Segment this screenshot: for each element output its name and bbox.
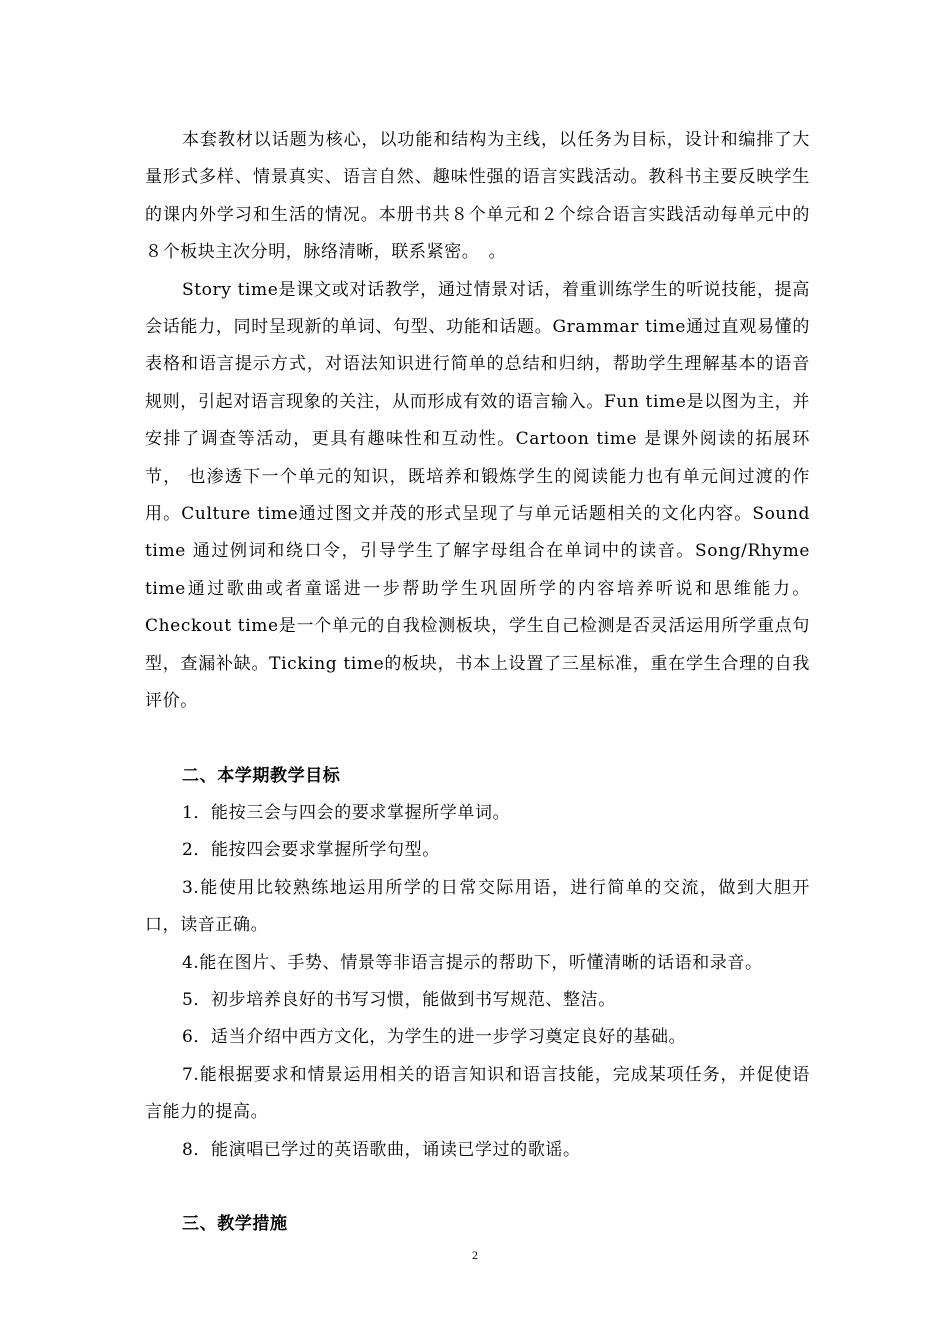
section-heading-measures: 三、教学措施 (182, 1213, 288, 1234)
spacer (145, 721, 810, 758)
spacer (145, 1169, 810, 1206)
goal-item-6: 6．适当介绍中西方文化，为学生的进一步学习奠定良好的基础。 (182, 1027, 687, 1048)
goal-item-7: 7.能根据要求和情景运用相关的语言知识和语言技能，完成某项任务，并促使语言能力的提高。 (145, 1064, 810, 1123)
intro-paragraph-2: Story time是课文或对话教学，通过情景对话，着重训练学生的听说技能，提高会话能力，同时呈现新的单词、句型、功能和话题。Grammar time通过直观易懂的表格和语言提示方式，对语法知识进行简单的总结和归纳，帮助学生理解基本的语音规则，引起对语言现象的关注，从而形成有效的语言输入。Fun time是以图为主，并安排了调查等活动，更具有趣味性和互动性。Cartoon time 是课外阅读的拓展环节， 也渗透下一个单元的知识，既培养和锻炼学生的阅读能力也有单元间过渡的作用。Culture time通过图文并茂的形式呈现了与单元话题相关的文化内容。Sound time 通过例词和绕口令，引导学生了解字母组合在单词中的读音。Song/Rhyme time通过歌曲或者童谣进一步帮助学生巩固所学的内容培养听说和思维能力。Checkout time是一个单元的自我检测板块，学生自己检测是否灵活运用所学重点句型，查漏补缺。Ticking time的板块，书本上设置了三星标准，重在学生合理的自我评价。 (145, 279, 810, 712)
goal-item-4: 4.能在图片、手势、情景等非语言提示的帮助下，听懂清晰的话语和录音。 (182, 952, 763, 973)
goal-item-3: 3.能使用比较熟练地运用所学的日常交际用语，进行简单的交流，做到大胆开口，读音正确。 (145, 877, 810, 936)
goal-item-8: 8．能演唱已学过的英语歌曲，诵读已学过的歌谣。 (182, 1139, 581, 1160)
document-page (145, 122, 810, 1232)
page-number: 2 (472, 1248, 478, 1262)
goal-item-1: 1．能按三会与四会的要求掌握所学单词。 (182, 802, 511, 823)
section-heading-goals: 二、本学期教学目标 (182, 765, 341, 786)
goal-item-5: 5．初步培养良好的书写习惯，能做到书写规范、整洁。 (182, 989, 616, 1010)
intro-paragraph-1: 本套教材以话题为核心，以功能和结构为主线，以任务为目标，设计和编排了大量形式多样、情景真实、语言自然、趣味性强的语言实践活动。教科书主要反映学生的课内外学习和生活的情况。本册书共８个单元和２个综合语言实践活动每单元中的８个板块主次分明，脉络清晰，联系紧密。 。 (145, 130, 810, 263)
goal-item-2: 2．能按四会要求掌握所学句型。 (182, 840, 440, 861)
